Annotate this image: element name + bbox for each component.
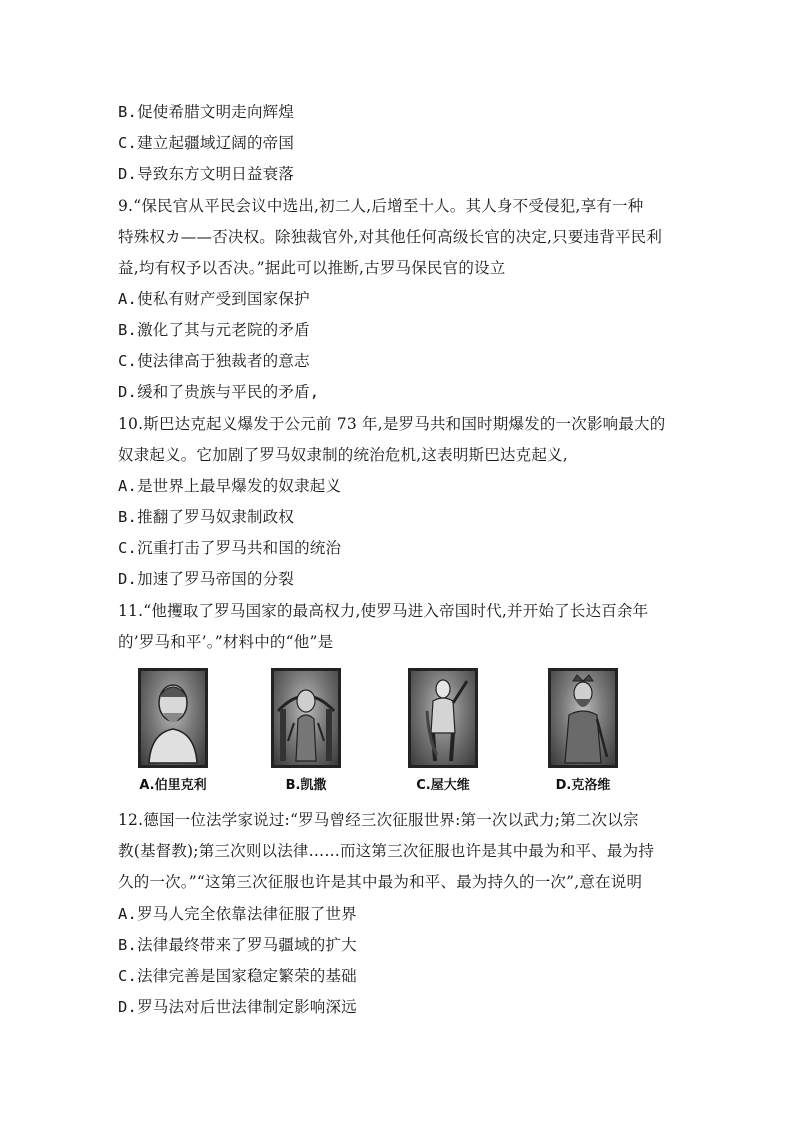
relief-portrait-icon [271,668,341,768]
q12-stem-line-2: 教(基督教);第三次则以法律……而这第三次征服也许是其中最为和平、最为持 [118,842,655,860]
q10-option-d: D.加速了罗马帝国的分裂 [118,570,295,588]
q9-stem-line-1: 9.“保民官从平民会议中选出,初二人,后增至十人。其人身不受侵犯,享有一种 [118,197,644,215]
q11-image-caption-c: C.屋大维 [416,778,470,793]
bust-portrait-icon [138,668,208,768]
q12-stem-line-3: 久的一次。”“这第三次征服也许是其中最为和平、最为持久的一次”,意在说明 [118,873,643,891]
q10-option-a: A.是世界上最早爆发的奴隶起义 [118,477,342,495]
q11-stem-line-2: 的’罗马和平’。”材料中的“他”是 [118,633,334,651]
q9-option-b: B.激化了其与元老院的矛盾 [118,321,310,339]
painted-portrait-icon [548,668,618,768]
q12-option-a: A.罗马人完全依靠法律征服了世界 [118,905,357,923]
q11-image-caption-b: B.凯撒 [285,778,327,793]
q11-image-caption-a: A.伯里克利 [139,778,207,793]
q11-image-options [118,664,638,796]
q11-image-option-d [528,664,638,794]
q10-option-b: B.推翻了罗马奴隶制政权 [118,508,295,526]
statue-portrait-icon [408,668,478,768]
q9-stem-line-3: 益,均有权予以否决。”据此可以推断,古罗马保民官的设立 [118,259,506,277]
q11-image-option-c [388,664,498,794]
q9-option-c: C.使法律高于独裁者的意志 [118,352,310,370]
q10-option-c: C.沉重打击了罗马共和国的统治 [118,539,342,557]
q9-option-a: A.使私有财产受到国家保护 [118,290,310,308]
q9-option-d: D.缓和了贵族与平民的矛盾, [118,383,320,401]
q10-stem-line-1: 10.斯巴达克起义爆发于公元前 73 年,是罗马共和国时期爆发的一次影响最大的 [118,415,666,433]
q11-image-caption-d: D.克洛维 [555,778,611,793]
q11-image-option-b [251,664,361,794]
q12-option-b: B.法律最终带来了罗马疆域的扩大 [118,936,357,954]
q8-option-c: C.建立起疆域辽阔的帝国 [118,134,295,152]
q11-image-option-a [118,664,228,794]
q8-option-b: B.促使希腊文明走向辉煌 [118,103,295,121]
q10-stem-line-2: 奴隶起义。它加剧了罗马奴隶制的统治危机,这表明斯巴达克起义, [118,446,568,464]
q9-stem-line-2: 特殊权カ——否决权。除独裁官外,对其他任何高级长官的决定,只要违背平民利 [118,228,663,246]
q8-option-d: D.导致东方文明日益衰落 [118,165,295,183]
q12-option-c: C.法律完善是国家稳定繁荣的基础 [118,967,357,985]
q12-stem-line-1: 12.德国一位法学家说过:“罗马曾经三次征服世界:第一次以武力;第二次以宗 [118,811,639,829]
q12-option-d: D.罗马法对后世法律制定影响深远 [118,998,357,1016]
q11-stem-line-1: 11.“他攫取了罗马国家的最高权力,使罗马进入帝国时代,并开始了长达百余年 [118,602,649,620]
